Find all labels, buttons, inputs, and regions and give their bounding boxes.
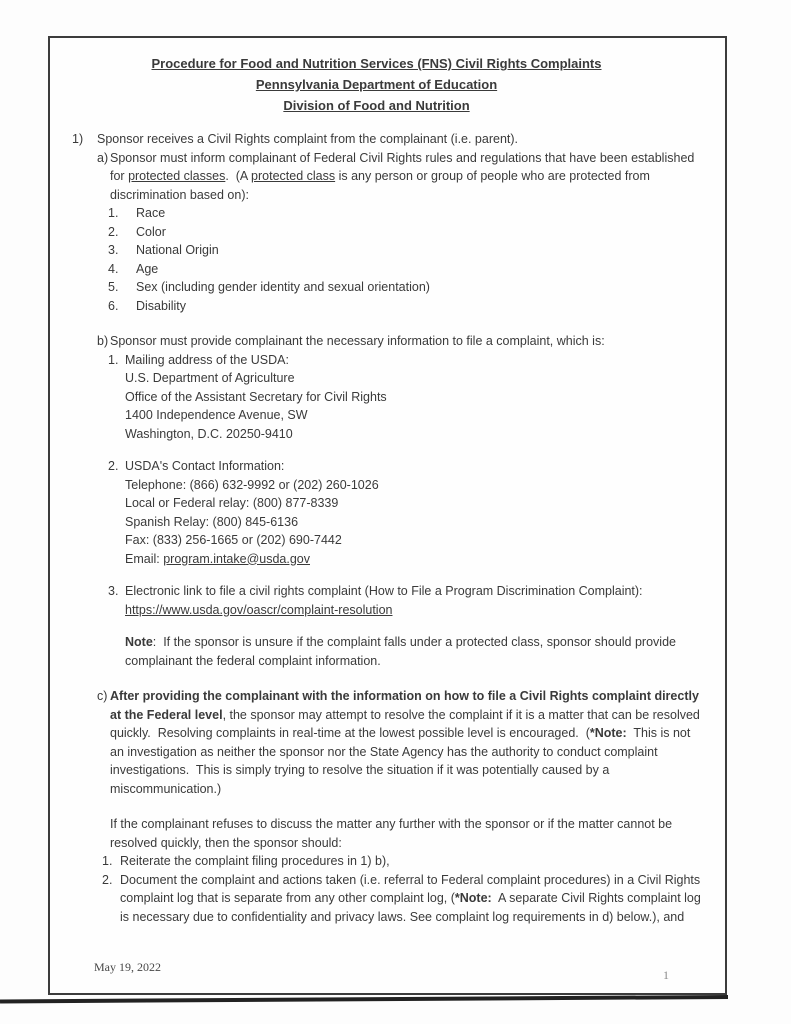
list-item-number: 1.: [108, 206, 119, 220]
contact-line-email: [125, 550, 703, 569]
section-c-paragraph-1: After providing the complainant with the information on how to file a Civil Rights complaint directly at the Federal level, the sponsor may attempt to resolve the complaint if it is a matter that can be resolved quickly. Resolving complaints in real-time at the lowest possible level is encouraged. (*Note: This is not an investigation as neither the sponsor nor the State Agency has the authority to conduct complaint investigations. This is simply trying to resolve the situation if it was potentially caused by a miscommunication.): [110, 689, 704, 796]
section-c-number: c): [97, 689, 108, 703]
b-item-1: [108, 351, 703, 370]
usda-contact-info: [125, 476, 703, 569]
footer-date: May 19, 2022: [94, 960, 161, 974]
b-item-number: 1.: [108, 352, 119, 367]
list-item-number: 6.: [108, 298, 119, 313]
item-1-text: Sponsor receives a Civil Rights complaint from the complainant (i.e. parent).: [97, 132, 519, 146]
b-item-title: USDA's Contact Information:: [125, 459, 285, 473]
list-item-number: 5.: [108, 280, 119, 294]
address-line: 1400 Independence Avenue, SW: [125, 408, 308, 422]
section-c-paragraph-2-row: [97, 815, 703, 852]
list-item-number: 2.: [108, 224, 119, 239]
c-item-number: 2.: [102, 872, 113, 887]
item-1: [72, 130, 703, 149]
address-line: U.S. Department of Agriculture: [125, 371, 295, 385]
b-item-3: [108, 582, 703, 601]
section-a-text: Sponsor must inform complainant of Federal Civil Rights rules and regulations that have been established for protected classes. (A protected class is any person or group of people who are protected from discrimination based on):: [110, 150, 698, 202]
contact-line: Local or Federal relay: (800) 877-8339: [125, 496, 339, 510]
list-item: [108, 241, 703, 260]
section-b-number: b): [97, 334, 109, 348]
email-label: Email:: [125, 551, 164, 566]
list-item-text: National Origin: [136, 243, 219, 257]
list-item-text: Color: [136, 224, 166, 239]
list-item-text: Age: [136, 261, 159, 276]
list-item-number: 3.: [108, 243, 119, 257]
title-line-1: Procedure for Food and Nutrition Services (FNS) Civil Rights Complaints: [151, 56, 602, 71]
b-item-number: 2.: [108, 459, 119, 473]
document-content: [50, 38, 725, 926]
c-item-text: Document the complaint and actions taken (i.e. referral to Federal complaint procedures) in a Civil Rights complaint log that is separate from any other complaint log, (*Note: A separate Civil Rights complaint log is necessary due to confidentiality and privacy laws. See complaint log requirements in d) below.), and: [120, 872, 705, 924]
list-item: [108, 223, 703, 242]
scan-edge-line: [0, 995, 728, 1003]
item-1-number: 1): [72, 132, 84, 146]
b-item-number: 3.: [108, 584, 119, 598]
list-item: [108, 297, 703, 316]
complaint-link-line: [125, 601, 703, 620]
contact-line: Fax: (833) 256-1665 or (202) 690-7442: [125, 533, 342, 547]
list-item: [108, 260, 703, 279]
list-item-text: Sex (including gender identity and sexual orientation): [136, 280, 430, 294]
list-item-text: Race: [136, 206, 166, 220]
c-item-number: 1.: [102, 854, 113, 868]
list-item-text: Disability: [136, 298, 187, 313]
list-item: [108, 278, 703, 297]
contact-line: Telephone: (866) 632-9992 or (202) 260-1026: [125, 477, 379, 492]
contact-line: Spanish Relay: (800) 845-6136: [125, 514, 299, 529]
b-item-title: Mailing address of the USDA:: [125, 352, 289, 367]
section-c: [97, 687, 703, 798]
b-item-title: Electronic link to file a civil rights complaint (How to File a Program Discrimination Complaint):: [125, 584, 643, 598]
c-item-text: Reiterate the complaint filing procedures in 1) b),: [120, 854, 390, 868]
email-address: program.intake@usda.gov: [163, 551, 310, 566]
protected-classes-list: [50, 204, 703, 315]
page-number: 1: [663, 968, 669, 982]
list-item: [108, 204, 703, 223]
c-item-2: [102, 871, 703, 927]
title-line-3: Division of Food and Nutrition: [283, 98, 470, 113]
c-item-1: [102, 852, 703, 871]
address-line: Office of the Assistant Secretary for Civil Rights: [125, 389, 387, 404]
scanned-page: [48, 36, 727, 995]
address-line: Washington, D.C. 20250-9410: [125, 426, 293, 441]
usda-mailing-address: [125, 369, 703, 443]
list-item-number: 4.: [108, 261, 119, 276]
section-b: [97, 332, 703, 351]
section-b-text: Sponsor must provide complainant the necessary information to file a complaint, which is:: [110, 334, 605, 348]
section-a-number: a): [97, 150, 109, 165]
note-block: Note: If the sponsor is unsure if the complaint falls under a protected class, sponsor should provide complainant the federal complaint information.: [125, 635, 680, 668]
title-line-2: Pennsylvania Department of Education: [255, 77, 498, 92]
document-title-block: [50, 53, 703, 116]
complaint-resolution-url: https://www.usda.gov/oascr/complaint-resolution: [125, 602, 393, 617]
b-item-2: [108, 457, 703, 476]
section-a: [97, 149, 703, 205]
section-c-paragraph-2: If the complainant refuses to discuss the matter any further with the sponsor or if the matter cannot be resolved quickly, then the sponsor should:: [110, 817, 676, 850]
